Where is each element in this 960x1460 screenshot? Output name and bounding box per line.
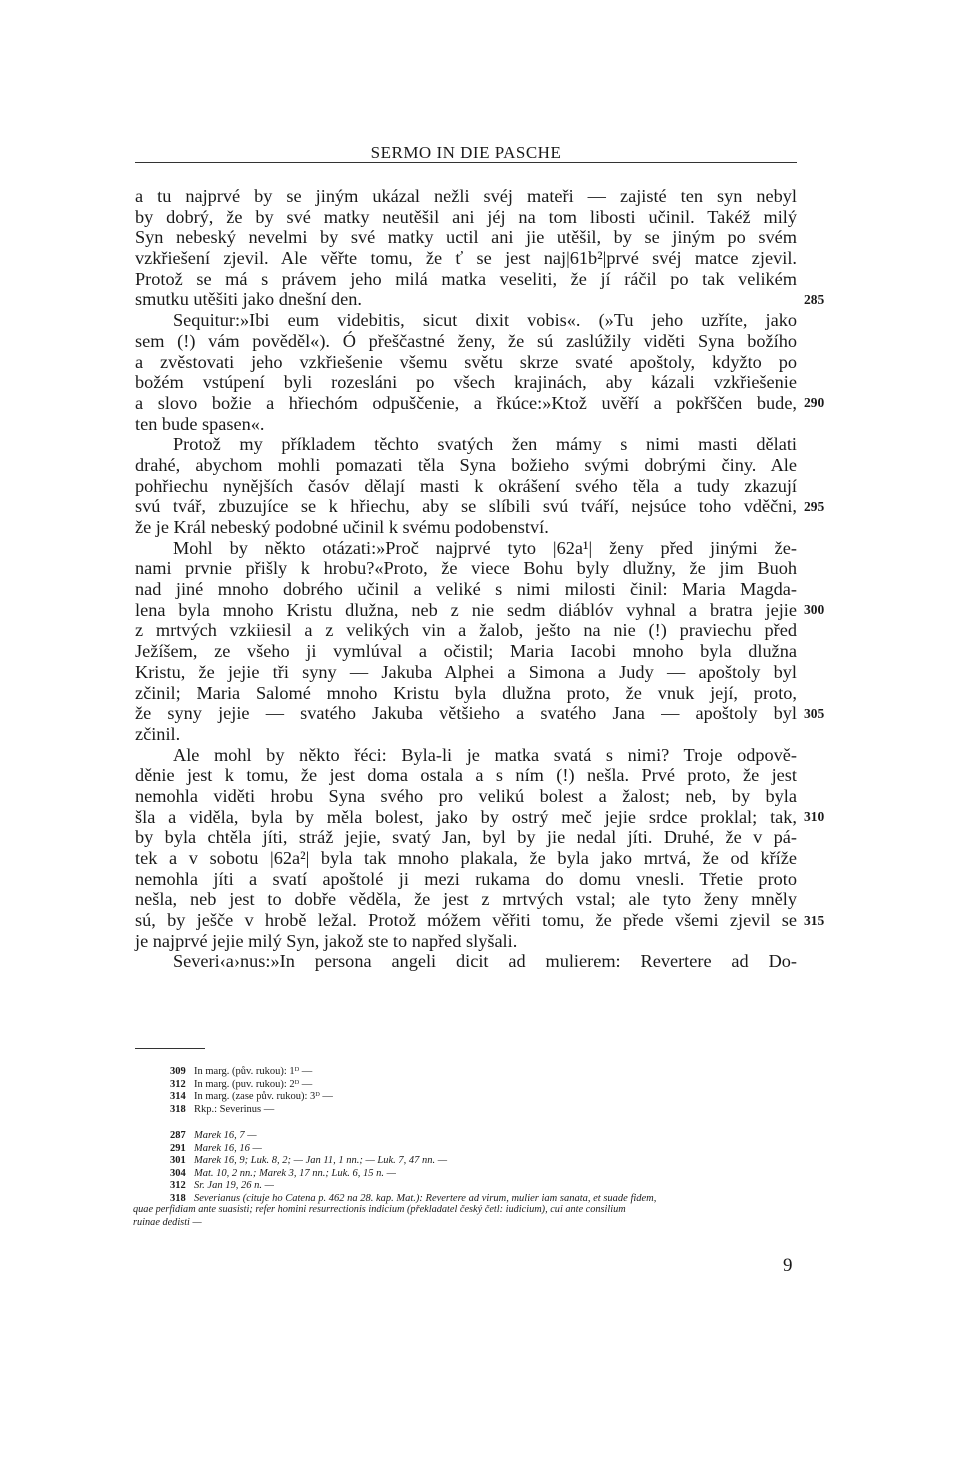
text-line: by dobrý, že by své matky neutěšil ani jéj na tom libosti učinil. Takéž milý [135,206,797,227]
text-line: a zvěstovati jeho vzkřiešenie všemu světu skrze svaté apoštoly, kdyžto po [135,351,797,372]
line-number: 315 [804,912,825,928]
footnote-number: 301 [170,1155,186,1166]
header-rule [135,162,797,163]
footnote [170,1180,810,1193]
text-line: Kristu, že jejie tři syny — Jakuba Alphei a Simona a Judy — apoštoly byl [135,661,797,682]
text-line: božém vstúpení byli rozesláni po všech krajinách, aby kázali vzkřiešenie [135,372,797,393]
footnote-number: 287 [170,1130,186,1141]
text-line: sú, by ješče v hrobě ležal. Protož móžem věřiti tomu, že přede všemi zjevil se [135,910,797,931]
text-line: drahé, abychom mohli pomazati těla Syna božieho svými dobrými činy. Ale [135,454,797,475]
footnote [170,1155,810,1168]
text-line: pohřiechu nynějších časóv dělají masti k okrášení svého těla a tudy zkazují [135,475,797,496]
text-line: vzkřiešení zjevil. Ale věřte tomu, že ť se jest naj|61b²|prvé svéj matce zjevil. [135,248,797,269]
line-number: 310 [804,809,825,824]
text-line: a tu najprvé by se jiným ukázal nežli svéj mateři — zajisté ten syn nebyl [135,186,797,206]
text-line: nemohla jíti a svatí apoštolé ji mezi rukama do domu vnesli. Třetie proto [135,868,797,889]
footnote-text: In marg. (puv. rukou): 2ᴰ — [194,1078,313,1090]
text-line: lena byla mnoho Kristu dlužna, neb z nie sedm diáblóv vyhnal a bratra jejie [135,599,797,620]
running-header: SERMO IN DIE PASCHE [370,143,562,162]
text-line: by byla chtěla jíti, stráž jejie, svatý Jan, byl by jie nedal jíti. Druhé, že v pá- [135,827,797,848]
text-line: Protož se má s právem jeho milá matka veseliti, že jí ráčil po tak velikém [135,268,797,289]
footnote [170,1130,810,1143]
text-line: nami prvnie přišly k hrobu?«Proto, že viece Bohu byly dlužny, že jim Buoh [135,558,797,579]
source-footnotes [170,1130,810,1205]
text-line: Mohl by někto otázati:»Proč najprvé tyto |62a¹| ženy před jinými že- [173,537,797,558]
footnote [170,1143,810,1156]
footnote [170,1104,810,1117]
footnote-number: 318 [170,1192,186,1204]
text-line: a slovo božie a hřiechóm odpuščenie, a řkúce:»Ktož uvěří a pokřščen bude, [135,392,797,413]
variant-footnotes [170,1066,810,1116]
footnote [170,1079,810,1092]
text-line: Ale mohl by někto řéci: Byla-li je matka svatá s nimi? Troje odpově- [173,744,797,765]
footnote-rule [135,1048,205,1049]
text-line: nad jiné mnoho dobrého učinil a veliké s nimi milosti činil: Maria Magda- [135,579,797,600]
footnote [170,1066,810,1079]
footnote-text: Marek 16, 9; Luk. 8, 2; — Jan 11, 1 nn.; — Luk. 7, 47 nn. — [194,1155,448,1166]
text-line: ten bude spasen«. [135,413,265,434]
text-line: tek a v sobotu |62a²| byla tak mnoho plakala, že byla jako mrtvá, že od kříže [135,848,797,868]
line-number: 285 [804,291,825,307]
footnote-number: 318 [170,1103,186,1115]
footnote-text: In marg. (zase pův. rukou): 3ᴰ — [194,1091,333,1102]
text-line: šla a viděla, byla by měla bolest, jako by ostrý meč jejie srdce proklal; tak, [135,806,797,827]
footnote-text: Sr. Jan 19, 26 n. — [194,1180,274,1191]
text-line: nemohla viděti hrobu Syna svého pro velikú bolest a žalost; neb, by byla [135,785,797,806]
text-line: smutku utěšiti jako dnešní den. [135,289,362,310]
footnote-continuation-line: ruinae dedisti — [133,1216,202,1228]
footnote-text: Marek 16, 7 — [194,1130,257,1141]
text-line: děnie jest k tomu, že jest doma ostala a s ním (!) nešla. Prvé proto, že jest [135,765,797,786]
text-line: Protož my příkladem těchto svatých žen mámy s nimi masti dělati [173,434,797,455]
text-line: Syn nebeský nevelmi by své matky uctil ani jie utěšil, by se jiným po svém [135,227,797,248]
line-number: 290 [804,395,825,410]
footnote-continuation [133,1204,793,1229]
footnote-number: 304 [170,1167,186,1179]
text-line: svú tvář, zbuzujíce se k hřiechu, aby se slíbili svú tváří, nejsúce toho vděčni, [135,496,797,517]
footnote-number: 309 [170,1066,186,1077]
line-number: 295 [804,498,825,514]
text-line: Ježíšem, ze všeho ji vymlúval a očistil; Maria Iacobi mnoho byla dlužna [135,641,797,662]
line-number: 300 [804,602,825,617]
footnote [170,1091,810,1104]
footnote-text: Severianus (cituje ho Catena p. 462 na 28. kap. Mat.): Revertere ad virum, mulier iam sanata, et suade fidem, [194,1192,657,1204]
footnote-text: Rkp.: Severinus — [194,1103,275,1115]
page-number: 9 [783,1255,793,1276]
text-line: z mrtvých vzkiiesil a z velikých vin a žalob, ještо na nie (!) praviechu před [135,620,797,641]
text-line: Severi‹a›nus:»In persona angeli dicit ad mulierem: Revertere ad Do- [173,951,797,972]
footnote-number: 291 [170,1142,186,1154]
text-line: sem (!) vám pověděl«). Ó přeščastné ženy, že sú zaslúžily viděti Syna božího [135,330,797,351]
text-line: zčinil; Maria Salomé mnoho Kristu byla dlužna proto, že vnuk její, proto, [135,682,797,703]
footnote [170,1168,810,1181]
footnote-text: Mat. 10, 2 nn.; Marek 3, 17 nn.; Luk. 6, 15 n. — [194,1167,397,1179]
main-text [135,186,797,972]
text-line: nešla, neb jest to dobře věděla, že jest z mrtvých vstal; ale tyto ženy mněly [135,889,797,910]
footnote-number: 312 [170,1180,186,1191]
footnote-continuation-line: quae perfidiam ante suasisti; refer homini resurrectionis indicium (překladatel český četl: iudicium), cui ante consilium [133,1204,626,1215]
footnote-number: 314 [170,1091,186,1102]
text-line: že je Král nebeský podobné učinil k svému podobenství. [135,517,549,537]
line-number: 305 [804,705,825,721]
footnote-number: 312 [170,1078,186,1090]
text-line: Sequitur:»Ibi eum videbitis, sicut dixit vobis«. (»Tu jeho uzříte, jako [173,310,797,331]
footnote-text: Marek 16, 16 — [194,1142,262,1154]
text-line: je najprvé jejie milý Syn, jakož ste to napřed slyšali. [135,930,518,951]
text-line: že syny jejie — svatého Jakuba většieho a svatého Jana — apoštoly byl [135,703,797,724]
text-line: zčinil. [135,723,181,744]
footnote-text: In marg. (pův. rukou): 1ᴰ — [194,1066,313,1077]
